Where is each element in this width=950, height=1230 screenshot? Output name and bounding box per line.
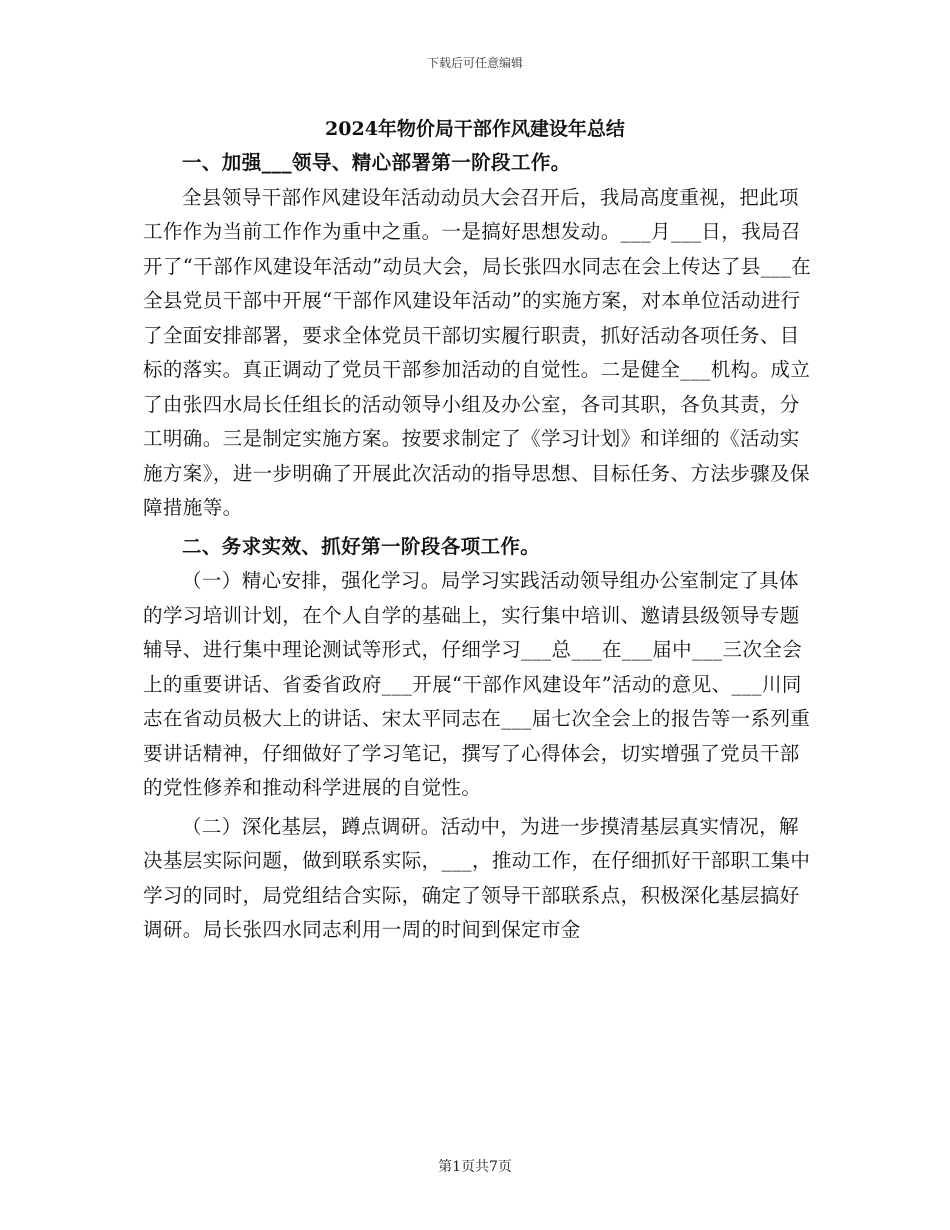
section-heading-1: 一、加强___领导、精心部署第一阶段工作。 [182, 151, 571, 174]
page-footer: 第1页共7页 [438, 1159, 512, 1175]
header-note: 下载后可任意编辑 [426, 56, 523, 70]
paragraph-1: 全县领导干部作风建设年活动动员大会召开后，我局高度重视，把此项工作作为当前工作作为重中之重。一是搞好思想发动。___月___日，我局召开了“干部作风建设年活动”动员大会，局长张四水同志在会上传达了县___在全县党员干部中开展“干部作风建设年活动”的实施方案，对本单位活动进行了全面安排部署，要求全体党员干部切实履行职责，抓好活动各项任务、目标的落实。真正调动了党员干部参加活动的自觉性。二是健全___机构。成立了由张四水局长任组长的活动领导小组及办公室，各司其职，各负其责，分工明确。三是制定实施方案。按要求制定了《学习计划》和详细的《活动实施方案》，进一步明确了开展此次活动的指导思想、目标任务、方法步骤及保障措施等。 [143, 185, 812, 519]
document-body [143, 146, 815, 948]
paragraph-3: （二）深化基层，蹲点调研。活动中，为进一步摸清基层真实情况，解决基层实际问题，做到联系实际，___，推动工作，在仔细抓好干部职工集中学习的同时，局党组结合实际，确定了领导干部联系点，积极深化基层搞好调研。局长张四水同志利用一周的时间到保定市金 [143, 814, 811, 941]
section-heading-2: 二、务求实效、抓好第一阶段各项工作。 [182, 534, 541, 558]
paragraph-2: （一）精心安排，强化学习。局学习实践活动领导组办公室制定了具体的学习培训计划，在个人自学的基础上，实行集中培训、邀请县级领导专题辅导、进行集中理论测试等形式，仔细学习___总___在___届中___三次全会上的重要讲话、省委省政府___开展“干部作风建设年”活动的意见、___川同志在省动员极大上的讲话、宋太平同志在___届七次全会上的报告等一系列重要讲话精神，仔细做好了学习笔记，撰写了心得体会，切实增强了党员干部的党性修养和推动科学进展的自觉性。 [143, 569, 811, 799]
document-title: 2024年物价局干部作风建设年总结 [325, 118, 625, 140]
